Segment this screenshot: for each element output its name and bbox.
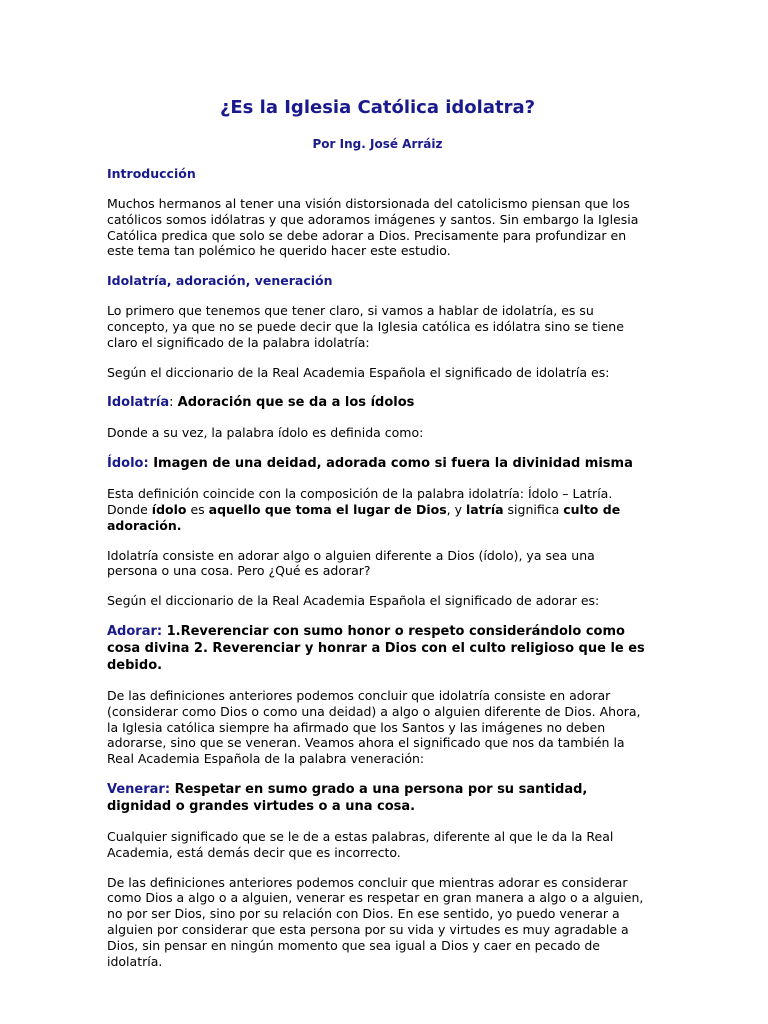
definition-text: 1.Reverenciar con sumo honor o respeto considerándolo como cosa divina 2. Reverenciar y honrar a Dios con el culto religioso que le es debido. bbox=[107, 623, 645, 673]
paragraph-conclusion: De las definiciones anteriores podemos concluir que mientras adorar es considerar como Dios a algo o a alguien, venerar es respetar en gran manera a algo o a alguien, no por ser Dios, sino por su relación con Dios. En ese sentido, yo puedo venerar a alguien por considerar que esta persona por su vida y virtudes es muy agradable a Dios, sin pensar en ningún momento que sea igual a Dios y caer en pecado de idolatría. bbox=[107, 874, 644, 969]
paragraph-rae-adorar: Según el diccionario de la Real Academia Española el significado de adorar es: bbox=[107, 593, 600, 609]
paragraph-idolo-intro: Donde a su vez, la palabra ídolo es definida como: bbox=[107, 425, 424, 441]
definition-term: Venerar: bbox=[107, 781, 171, 797]
text-span: Esta definición coincide con la composición de la palabra idolatría: Ídolo – Latría. Donde bbox=[107, 486, 613, 517]
definition-adorar bbox=[107, 623, 648, 674]
intro-paragraph: Muchos hermanos al tener una visión distorsionada del catolicismo piensan que los católicos somos idólatras y que adoramos imágenes y santos. Sin embargo la Iglesia Católica predica que solo se debe adorar a Dios. Precisamente para profundizar en este tema tan polémico he querido hacer este estudio. bbox=[107, 196, 639, 259]
page-title: ¿Es la Iglesia Católica idolatra? bbox=[219, 97, 536, 118]
bold-span: aquello que toma el lugar de Dios bbox=[208, 501, 447, 517]
paragraph-composicion bbox=[107, 486, 648, 533]
bold-span: ídolo bbox=[151, 501, 187, 517]
heading-idolatria: Idolatría, adoración, veneración bbox=[107, 273, 333, 289]
paragraph-concepto: Lo primero que tenemos que tener claro, si vamos a hablar de idolatría, es su concepto, ya que no se puede decir que la Iglesia católica es idólatra sino se tiene claro el significado de la palabra idolatría: bbox=[107, 303, 624, 350]
definition-idolo bbox=[107, 455, 648, 472]
definition-venerar bbox=[107, 781, 648, 815]
bold-span: latría bbox=[465, 501, 504, 517]
text-span: , y bbox=[446, 501, 466, 517]
bold-span: culto de adoración. bbox=[107, 501, 621, 533]
paragraph-que-es-adorar: Idolatría consiste en adorar algo o alguien diferente a Dios (ídolo), ya sea una persona o una cosa. Pero ¿Qué es adorar? bbox=[107, 547, 595, 579]
definition-text: Imagen de una deidad, adorada como si fuera la divinidad misma bbox=[148, 456, 633, 472]
text-span: es bbox=[186, 501, 209, 517]
paragraph-incorrecto: Cualquier significado que se le de a estas palabras, diferente al que le da la Real Academia, está demás decir que es incorrecto. bbox=[107, 828, 614, 860]
definition-text: Respetar en sumo grado a una persona por su santidad, dignidad o grandes virtudes o a una cosa. bbox=[107, 781, 588, 814]
text-span: significa bbox=[503, 501, 564, 517]
paragraph-rae-idolatria: Según el diccionario de la Real Academia Española el significado de idolatría es: bbox=[107, 364, 610, 380]
author-line: Por Ing. José Arráiz bbox=[312, 137, 443, 151]
heading-introduccion: Introducción bbox=[107, 166, 196, 181]
definition-separator: : bbox=[169, 395, 178, 411]
definition-text: Adoración que se da a los ídolos bbox=[177, 395, 415, 411]
definition-term: Ídolo: bbox=[107, 456, 149, 472]
definition-idolatria bbox=[107, 394, 648, 411]
paragraph-veneracion-intro: De las definiciones anteriores podemos concluir que idolatría consiste en adorar (considerar como Dios o como una deidad) a algo o alguien diferente de Dios. Ahora, la Iglesia católica siempre ha afirmado que los Santos y las imágenes no deben adorarse, sino que se veneran. Veamos ahora el significado que nos da también la Real Academia Española de la palabra veneración: bbox=[107, 687, 641, 767]
definition-term: Adorar: bbox=[107, 623, 163, 639]
definition-term: Idolatría bbox=[107, 395, 170, 411]
